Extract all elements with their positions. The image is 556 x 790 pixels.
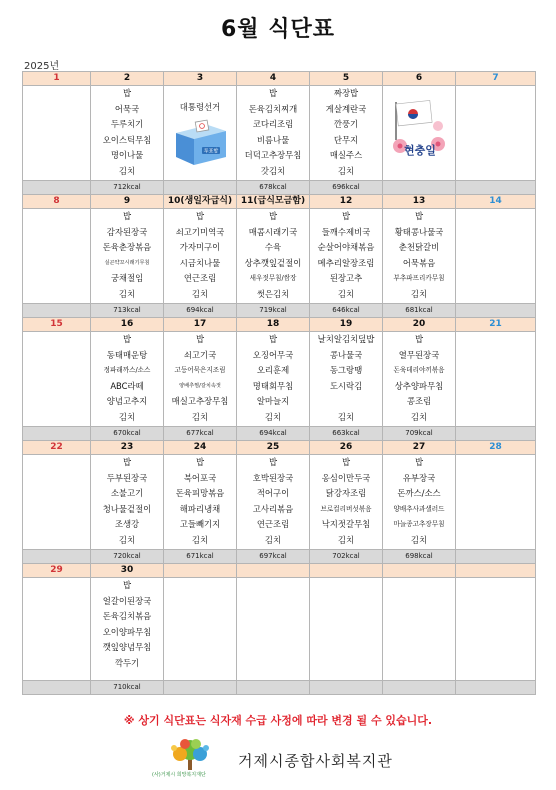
date-cell: 19: [310, 318, 383, 332]
kcal-cell: 663kcal: [310, 427, 383, 441]
menu-item: 수육: [264, 242, 282, 253]
menu-item: 얼갈이된장국: [102, 595, 152, 606]
menu-cell: [383, 86, 456, 181]
menu-item: 오이스틱무침: [102, 134, 152, 145]
date-cell: 28: [456, 441, 536, 455]
menu-cell: [456, 455, 536, 550]
menu-item: 김치: [410, 411, 428, 422]
menu-item: 밥: [268, 88, 278, 98]
menu-cell: [164, 209, 237, 304]
menu-item: 부추파프리카무침: [393, 274, 445, 283]
menu-cell: [237, 209, 310, 304]
menu-item: 밥: [414, 334, 424, 344]
menu-cell: [91, 332, 164, 427]
kcal-cell: [456, 181, 536, 195]
week-date-row: [23, 564, 536, 578]
menu-item: 단무지: [333, 134, 359, 145]
week-date-row: [23, 441, 536, 455]
notice: ※ 상기 식단표는 식자재 수급 사정에 따라 변경 될 수 있습니다.: [123, 714, 433, 727]
menu-item: 대통령선거: [179, 102, 221, 112]
menu-item: 양배추찜/갈치속젓: [179, 382, 221, 389]
week-date-row: [23, 72, 536, 86]
menu-item: 실곤약꼬시래기무침: [104, 259, 150, 266]
date-cell: [383, 564, 456, 578]
menu-item: 메추리알장조림: [317, 257, 375, 268]
menu-item: 썻은김치: [256, 288, 290, 299]
menu-cell: [383, 455, 456, 550]
menu-cell: [91, 455, 164, 550]
kcal-cell: [383, 681, 456, 695]
menu-cell: [164, 332, 237, 427]
kcal-cell: 681kcal: [383, 304, 456, 318]
menu-item: 밥: [341, 457, 351, 467]
date-cell: 15: [23, 318, 91, 332]
kcal-cell: 712kcal: [91, 181, 164, 195]
menu-item: 조생강: [114, 519, 140, 530]
menu-item: 상추깻잎겉절이: [244, 257, 302, 268]
menu-item: 궁채절임: [110, 273, 144, 284]
kcal-cell: 694kcal: [164, 304, 237, 318]
menu-item: 김치: [191, 534, 209, 545]
menu-item: 쇠고기국: [183, 349, 217, 360]
footer: [150, 736, 430, 782]
menu-item: 김치: [337, 534, 355, 545]
kcal-cell: [23, 181, 91, 195]
menu-item: 새우젓무침/쌈장: [249, 274, 297, 283]
menu-item: 고들빼기지: [179, 519, 221, 530]
menu-item: 김치: [118, 534, 136, 545]
menu-item: 브로컬리버섯볶음: [320, 504, 372, 513]
menu-item: 명태회무침: [252, 380, 294, 391]
kcal-cell: [456, 427, 536, 441]
week-menu-row: [23, 209, 536, 304]
menu-item: 고사리볶음: [252, 503, 294, 514]
menu-cell: [456, 209, 536, 304]
date-cell: [164, 564, 237, 578]
menu-item: 깻잎양념무침: [102, 642, 152, 653]
menu-item: 명이나물: [110, 150, 144, 161]
week-kcal-row: [23, 550, 536, 564]
week-menu-row: [23, 578, 536, 681]
logo-text: (사)거제시 희망복지재단: [152, 772, 206, 778]
menu-item: 김치: [337, 411, 355, 422]
menu-item: 오리훈제: [256, 365, 290, 376]
menu-item: [310, 394, 382, 410]
date-cell: 13: [383, 195, 456, 209]
kcal-cell: [456, 681, 536, 695]
date-cell: 4: [237, 72, 310, 86]
menu-cell: [164, 455, 237, 550]
menu-item: 청나물겉절이: [102, 503, 152, 514]
menu-cell: [383, 332, 456, 427]
date-cell: 11(급식모금함): [237, 195, 310, 209]
menu-item: 짜장밥: [333, 88, 359, 98]
menu-item: 북어포국: [183, 472, 217, 483]
menu-cell: [23, 455, 91, 550]
menu-item: 닭강자조림: [325, 488, 367, 499]
date-cell: 26: [310, 441, 383, 455]
menu-item: 김치: [191, 411, 209, 422]
kcal-cell: 646kcal: [310, 304, 383, 318]
menu-cell: [310, 332, 383, 427]
date-cell: 18: [237, 318, 310, 332]
menu-item: 김치: [410, 534, 428, 545]
date-cell: 1: [23, 72, 91, 86]
date-cell: 12: [310, 195, 383, 209]
date-cell: 23: [91, 441, 164, 455]
menu-item: 김치: [264, 534, 282, 545]
kcal-cell: 719kcal: [237, 304, 310, 318]
menu-item: 상추양파무침: [394, 380, 444, 391]
menu-cell: [164, 86, 237, 181]
meal-calendar: [22, 71, 536, 695]
week-kcal-row: [23, 181, 536, 195]
menu-item: 들깨수제비국: [321, 226, 371, 237]
foundation-logo: [150, 736, 230, 782]
menu-item: 마늘종고추장무침: [393, 520, 445, 529]
date-cell: 14: [456, 195, 536, 209]
menu-cell: [383, 578, 456, 681]
menu-item: 밥: [195, 211, 205, 221]
kcal-cell: 678kcal: [237, 181, 310, 195]
menu-cell: [23, 332, 91, 427]
week-kcal-row: [23, 681, 536, 695]
kcal-cell: [23, 304, 91, 318]
menu-item: 콩조림: [406, 396, 432, 407]
menu-item: 알마늘지: [256, 396, 290, 407]
kcal-cell: 698kcal: [383, 550, 456, 564]
menu-cell: [310, 86, 383, 181]
menu-cell: [456, 332, 536, 427]
week-date-row: [23, 318, 536, 332]
menu-item: 깐풍기: [333, 119, 359, 130]
ballot-box-label: 투표함: [203, 148, 219, 155]
menu-item: 황태콩나물국: [394, 226, 444, 237]
menu-item: ABC라떼: [110, 380, 144, 391]
week-menu-row: [23, 455, 536, 550]
kcal-cell: [237, 681, 310, 695]
menu-item: 낙지젓갈무침: [321, 519, 371, 530]
menu-item: 밥: [122, 457, 132, 467]
menu-item: 돈육김치찌개: [248, 103, 298, 114]
menu-item: 시금치나물: [179, 257, 221, 268]
menu-item: 가자미구이: [179, 242, 221, 253]
date-cell: 30: [91, 564, 164, 578]
kcal-cell: 710kcal: [91, 681, 164, 695]
date-cell: 25: [237, 441, 310, 455]
menu-item: 콩나물국: [329, 349, 363, 360]
kcal-cell: [23, 681, 91, 695]
date-cell: 8: [23, 195, 91, 209]
menu-item: 밥: [122, 580, 132, 590]
menu-item: 도시락김: [329, 380, 363, 391]
kcal-cell: 709kcal: [383, 427, 456, 441]
menu-item: 깍두기: [114, 657, 140, 668]
week-menu-row: [23, 86, 536, 181]
menu-item: 더덕고추장무침: [244, 150, 302, 161]
kcal-cell: 670kcal: [91, 427, 164, 441]
menu-item: 오징어무국: [252, 349, 294, 360]
menu-item: 밥: [268, 334, 278, 344]
menu-item: 양념고추지: [106, 396, 148, 407]
date-cell: 6: [383, 72, 456, 86]
kcal-cell: 702kcal: [310, 550, 383, 564]
date-cell: 24: [164, 441, 237, 455]
date-cell: 22: [23, 441, 91, 455]
menu-item: 날치알김치덮밥: [317, 334, 375, 344]
menu-cell: [237, 332, 310, 427]
kcal-cell: 720kcal: [91, 550, 164, 564]
menu-item: 순살어야채볶음: [317, 242, 375, 253]
menu-item: 호박된장국: [252, 472, 294, 483]
date-cell: 10(생일자급식): [164, 195, 237, 209]
kcal-cell: 713kcal: [91, 304, 164, 318]
menu-item: 어묵볶음: [402, 257, 436, 268]
menu-item: 매실주스: [329, 150, 363, 161]
menu-item: 두루치기: [110, 119, 144, 130]
kcal-cell: [456, 550, 536, 564]
date-cell: 7: [456, 72, 536, 86]
week-kcal-row: [23, 427, 536, 441]
menu-item: 소불고기: [110, 488, 144, 499]
menu-item: 연근조림: [256, 519, 290, 530]
menu-cell: [237, 578, 310, 681]
menu-cell: [91, 578, 164, 681]
menu-item: 밥: [195, 457, 205, 467]
kcal-cell: [310, 681, 383, 695]
memorial-day-flag-icon: [383, 86, 455, 176]
kcal-cell: [383, 181, 456, 195]
date-cell: 17: [164, 318, 237, 332]
menu-item: 감자된장국: [106, 226, 148, 237]
org-name: 거제시종합사회복지관: [238, 752, 393, 770]
menu-item: 밥: [195, 334, 205, 344]
menu-item: 김치: [264, 411, 282, 422]
menu-item: 옹심이만두국: [321, 472, 371, 483]
date-cell: 29: [23, 564, 91, 578]
menu-cell: [23, 578, 91, 681]
menu-item: 밥: [268, 457, 278, 467]
menu-cell: [164, 578, 237, 681]
date-cell: [310, 564, 383, 578]
menu-cell: [237, 86, 310, 181]
menu-item: 춘천닭갈비: [398, 242, 440, 253]
menu-cell: [91, 86, 164, 181]
menu-item: 열무된장국: [398, 349, 440, 360]
menu-cell: [23, 86, 91, 181]
menu-cell: [310, 209, 383, 304]
menu-item: 밥: [122, 211, 132, 221]
kcal-cell: 696kcal: [310, 181, 383, 195]
menu-item: 김치: [410, 288, 428, 299]
menu-item: 갓김치: [260, 165, 286, 176]
menu-cell: [23, 209, 91, 304]
menu-cell: [310, 578, 383, 681]
date-cell: 21: [456, 318, 536, 332]
date-cell: 2: [91, 72, 164, 86]
date-cell: 3: [164, 72, 237, 86]
menu-item: 해파리냉채: [179, 503, 221, 514]
week-date-row: [23, 195, 536, 209]
menu-item: 돈육김치볶음: [102, 611, 152, 622]
menu-item: 게살계란국: [325, 103, 367, 114]
ballot-box-icon: [164, 116, 236, 166]
menu-item: 김치: [191, 288, 209, 299]
menu-item: 밥: [268, 211, 278, 221]
menu-item: 돈까스/소스: [397, 488, 441, 499]
menu-item: 김치: [118, 411, 136, 422]
date-cell: 5: [310, 72, 383, 86]
menu-item: 어묵국: [114, 103, 140, 114]
menu-item: 돈육데리야끼볶음: [393, 366, 445, 375]
year-label: 2025년: [24, 61, 60, 72]
menu-item: 두부된장국: [106, 472, 148, 483]
menu-item: 밥: [341, 211, 351, 221]
menu-item: 밥: [122, 334, 132, 344]
menu-item: 된장고추: [329, 273, 363, 284]
holiday-label: 현충일: [404, 144, 436, 157]
date-cell: 16: [91, 318, 164, 332]
kcal-cell: [164, 681, 237, 695]
kcal-cell: 677kcal: [164, 427, 237, 441]
menu-item: 비름나물: [256, 134, 290, 145]
menu-item: 김치: [118, 165, 136, 176]
week-menu-row: [23, 332, 536, 427]
date-cell: [237, 564, 310, 578]
menu-item: 동그랑땡: [329, 365, 363, 376]
menu-item: 오이양파무침: [102, 626, 152, 637]
menu-item: 밥: [122, 88, 132, 98]
menu-item: 밥: [414, 211, 424, 221]
kcal-cell: [23, 427, 91, 441]
menu-item: 쇠고기미역국: [175, 226, 225, 237]
menu-item: 유부장국: [402, 472, 436, 483]
menu-item: 돈육피망볶음: [175, 488, 225, 499]
menu-item: 김치: [337, 288, 355, 299]
kcal-cell: [23, 550, 91, 564]
date-cell: [456, 564, 536, 578]
menu-item: 밥: [414, 457, 424, 467]
kcal-cell: [456, 304, 536, 318]
menu-cell: [237, 455, 310, 550]
menu-item: 동태매운탕: [106, 349, 148, 360]
kcal-cell: 671kcal: [164, 550, 237, 564]
page-title: 6월 식단표: [221, 17, 335, 42]
menu-item: 매실고추장무침: [171, 396, 229, 407]
menu-item: 연근조림: [183, 273, 217, 284]
menu-cell: [310, 455, 383, 550]
date-cell: 27: [383, 441, 456, 455]
menu-item: 적어구이: [256, 488, 290, 499]
menu-item: 정파래까스/소스: [103, 366, 151, 375]
kcal-cell: [164, 181, 237, 195]
week-kcal-row: [23, 304, 536, 318]
menu-item: 김치: [118, 288, 136, 299]
menu-item: 코다리조림: [252, 119, 294, 130]
menu-cell: [383, 209, 456, 304]
menu-cell: [456, 578, 536, 681]
menu-item: 돈육춘장볶음: [102, 242, 152, 253]
kcal-cell: 697kcal: [237, 550, 310, 564]
kcal-cell: 694kcal: [237, 427, 310, 441]
menu-item: 고등어묵은지조림: [174, 366, 226, 375]
menu-item: 매콤시래기국: [248, 226, 298, 237]
menu-item: 김치: [337, 165, 355, 176]
menu-cell: [456, 86, 536, 181]
menu-item: 양배추사과샐러드: [393, 504, 445, 513]
date-cell: 9: [91, 195, 164, 209]
menu-cell: [91, 209, 164, 304]
date-cell: 20: [383, 318, 456, 332]
